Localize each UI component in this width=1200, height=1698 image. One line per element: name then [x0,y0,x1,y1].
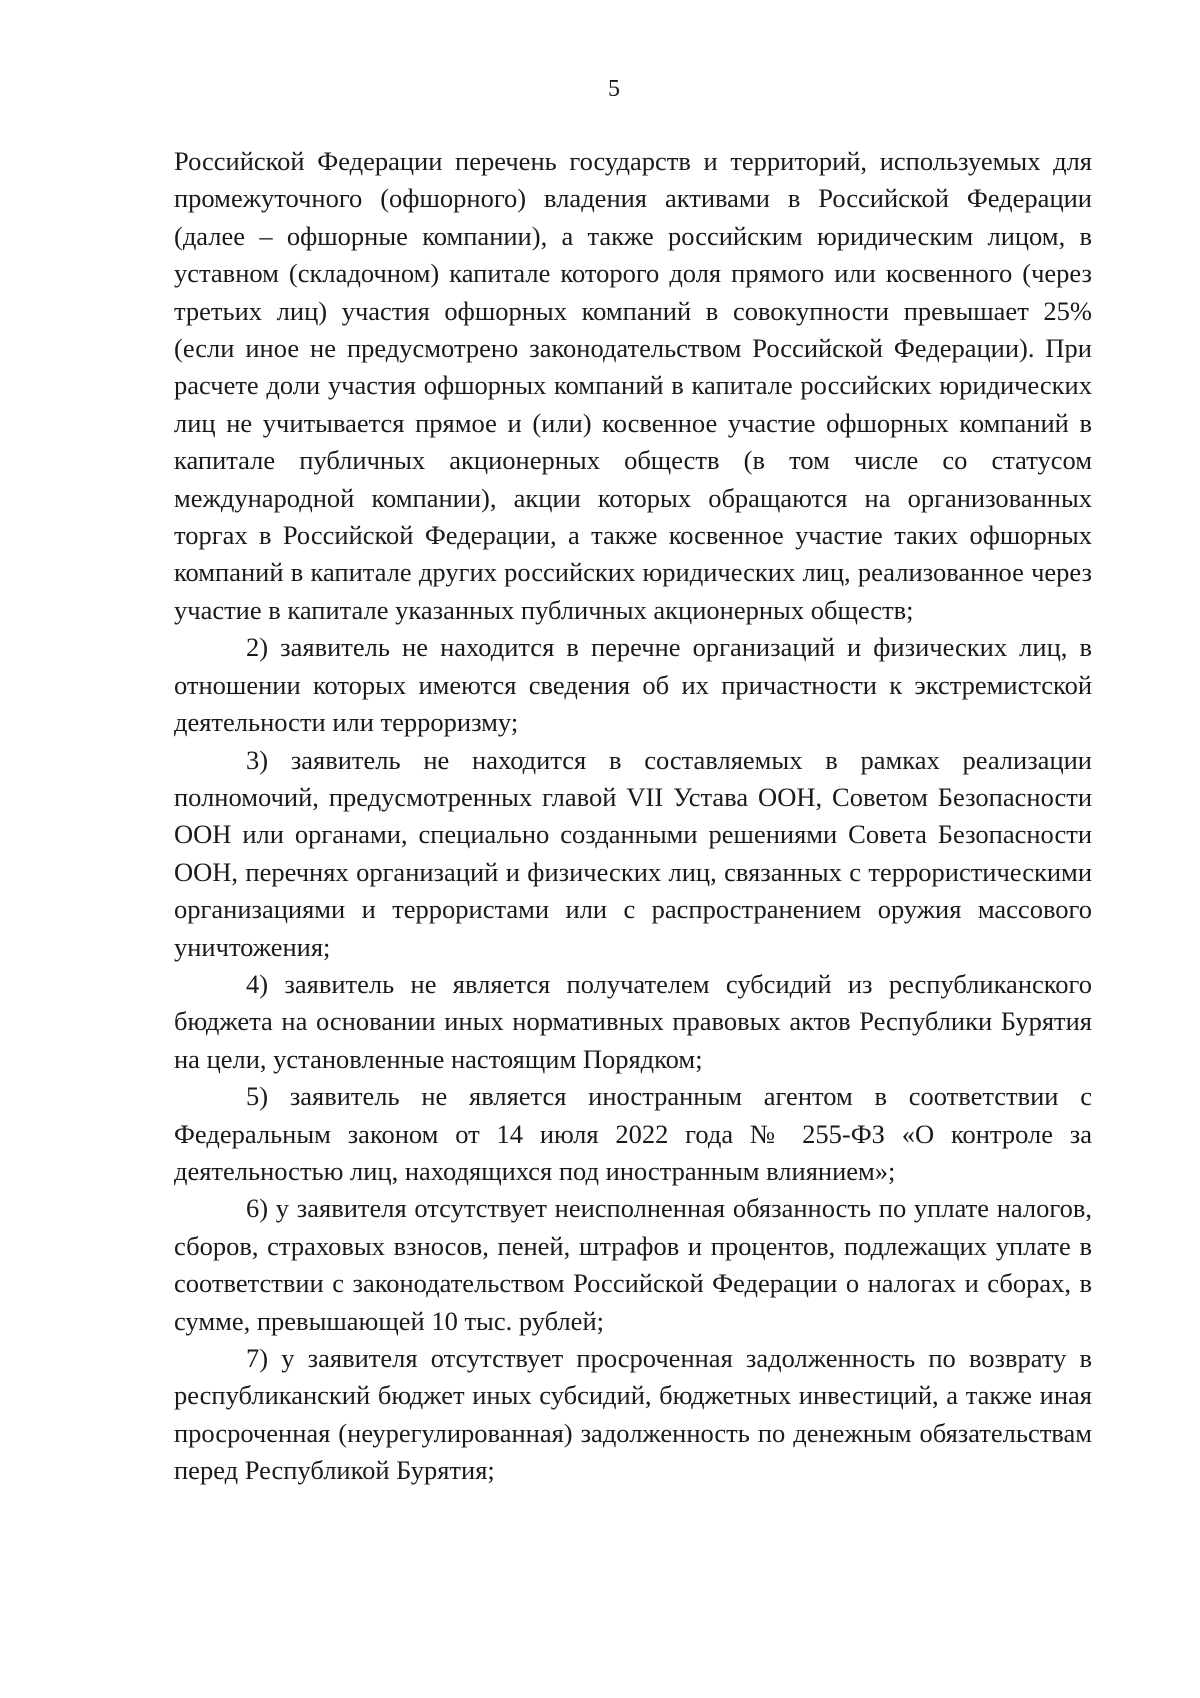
paragraph-item-4: 4) заявитель не является получателем субсидий из республиканского бюджета на основании иных нормативных правовых актов Республики Бурятия на цели, установленные настоящим Порядком; [174,968,1092,1074]
page-number: 5 [608,76,620,102]
document-body [174,143,1092,1490]
paragraph-item-6: 6) у заявителя отсутствует неисполненная обязанность по уплате налогов, сборов, страховых взносов, пеней, штрафов и процентов, подлежащих уплате в соответствии с законодательством Российской Федерации о налогах и сборах, в сумме, превышающей 10 тыс. рублей; [174,1193,1092,1336]
paragraph-offshore-continuation: Российской Федерации перечень государств и территорий, используемых для промежуточного (офшорного) владения активами в Российской Федерации (далее – офшорные компании), а также российским юридическим лицом, в уставном (складочном) капитале которого доля прямого или косвенного (через третьих лиц) участия офшорных компаний в совокупности превышает 25% (если иное не предусмотрено законодательством Российской Федерации). При расчете доли участия офшорных компаний в капитале российских юридических лиц не учитывается прямое и (или) косвенное участие офшорных компаний в капитале публичных акционерных обществ (в том числе со статусом международной компании), акции которых обращаются на организованных торгах в Российской Федерации, а также косвенное участие таких офшорных компаний в капитале других российских юридических лиц, реализованное через участие в капитале указанных публичных акционерных обществ; [174,146,1092,625]
paragraph-item-3: 3) заявитель не находится в составляемых в рамках реализации полномочий, предусмотренных главой VII Устава ООН, Советом Безопасности ООН или органами, специально созданными решениями Совета Безопасности ООН, перечнях организаций и физических лиц, связанных с террористическими организациями и террористами или с распространением оружия массового уничтожения; [174,744,1092,962]
paragraph-item-5: 5) заявитель не является иностранным агентом в соответствии с Федеральным законом от 14 июля 2022 года № 255-ФЗ «О контроле за деятельностью лиц, находящихся под иностранным влиянием»; [174,1081,1092,1186]
paragraph-item-2: 2) заявитель не находится в перечне организаций и физических лиц, в отношении которых имеются сведения об их причастности к экстремистской деятельности или терроризму; [174,632,1092,738]
paragraph-item-7: 7) у заявителя отсутствует просроченная задолженность по возврату в республиканский бюджет иных субсидий, бюджетных инвестиций, а также иная просроченная (неурегулированная) задолженность по денежным обязательствам перед Республикой Бурятия; [174,1343,1092,1486]
